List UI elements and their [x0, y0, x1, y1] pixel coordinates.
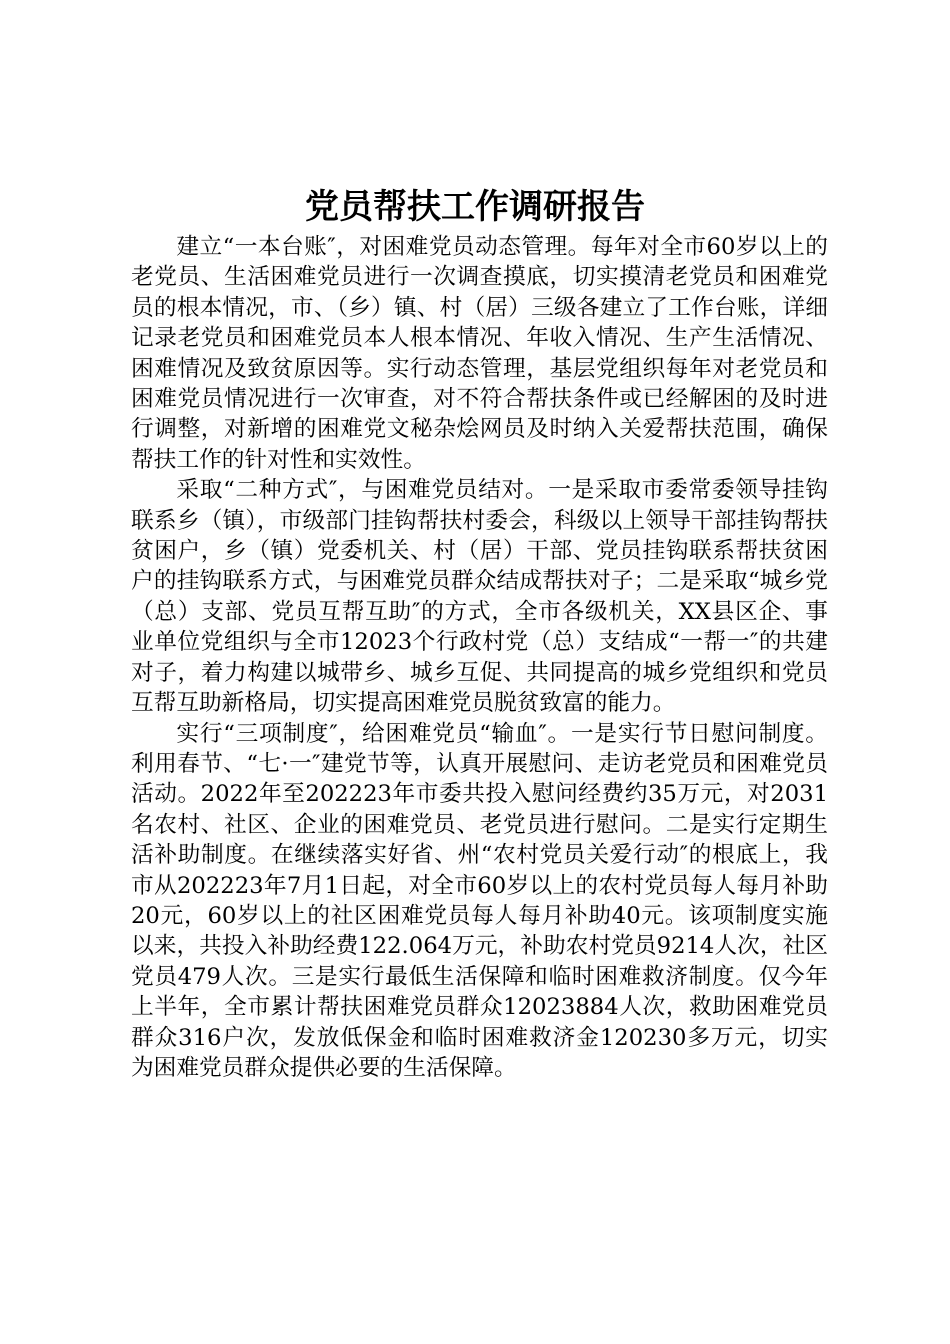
paragraph-ledger: 建立“一本台账″，对困难党员动态管理。每年对全市60岁以上的老党员、生活困难党员进行一次调查摸底，切实摸清老党员和困难党员的根本情况，市、（乡）镇、村（居）三级各建立了工作台账，详细记录老党员和困难党员本人根本情况、年收入情况、生产生活情况、困难情况及致贫原因等。实行动态管理，基层党组织每年对老党员和困难党员情况进行一次审查，对不符合帮扶条件或已经解困的及时进行调整，对新增的困难党文秘杂烩网员及时纳入关爱帮扶范围，确保帮扶工作的针对性和实效性。 [131, 234, 828, 473]
document-title: 党员帮扶工作调研报告 [305, 187, 645, 227]
paragraph-pairing: 采取“二种方式″，与困难党员结对。一是采取市委常委领导挂钩联系乡（镇），市级部门挂钩帮扶村委会，科级以上领导干部挂钩帮扶贫困户，乡（镇）党委机关、村（居）干部、党员挂钩联系帮扶贫困户的挂钩联系方式，与困难党员群众结成帮扶对子；二是采取“城乡党（总）支部、党员互帮互助″的方式，全市各级机关，XX县区企、事业单位党组织与全市12023个行政村党（总）支结成“一帮一″的共建对子，着力构建以城带乡、城乡互促、共同提高的城乡党组织和党员互帮互助新格局，切实提高困难党员脱贫致富的能力。 [131, 477, 828, 717]
paragraph-systems: 实行“三项制度″，给困难党员“输血″。一是实行节日慰问制度。利用春节、“七·一″建党节等，认真开展慰问、走访老党员和困难党员活动。2022年至202223年市委共投入慰问经费约35万元，对2031名农村、社区、企业的困难党员、老党员进行慰问。二是实行定期生活补助制度。在继续落实好省、州“农村党员关爱行动″的根底上，我市从202223年7月1日起，对全市60岁以上的农村党员每人每月补助20元，60岁以上的社区困难党员每人每月补助40元。该项制度实施以来，共投入补助经费122.064万元，补助农村党员9214人次，社区党员479人次。三是实行最低生活保障和临时困难救济制度。仅今年上半年，全市累计帮扶困难党员群众12023884人次，救助困难党员群众316户次，发放低保金和临时困难救济金120230多万元，切实为困难党员群众提供必要的生活保障。 [131, 720, 828, 1081]
document-body [131, 232, 828, 1083]
